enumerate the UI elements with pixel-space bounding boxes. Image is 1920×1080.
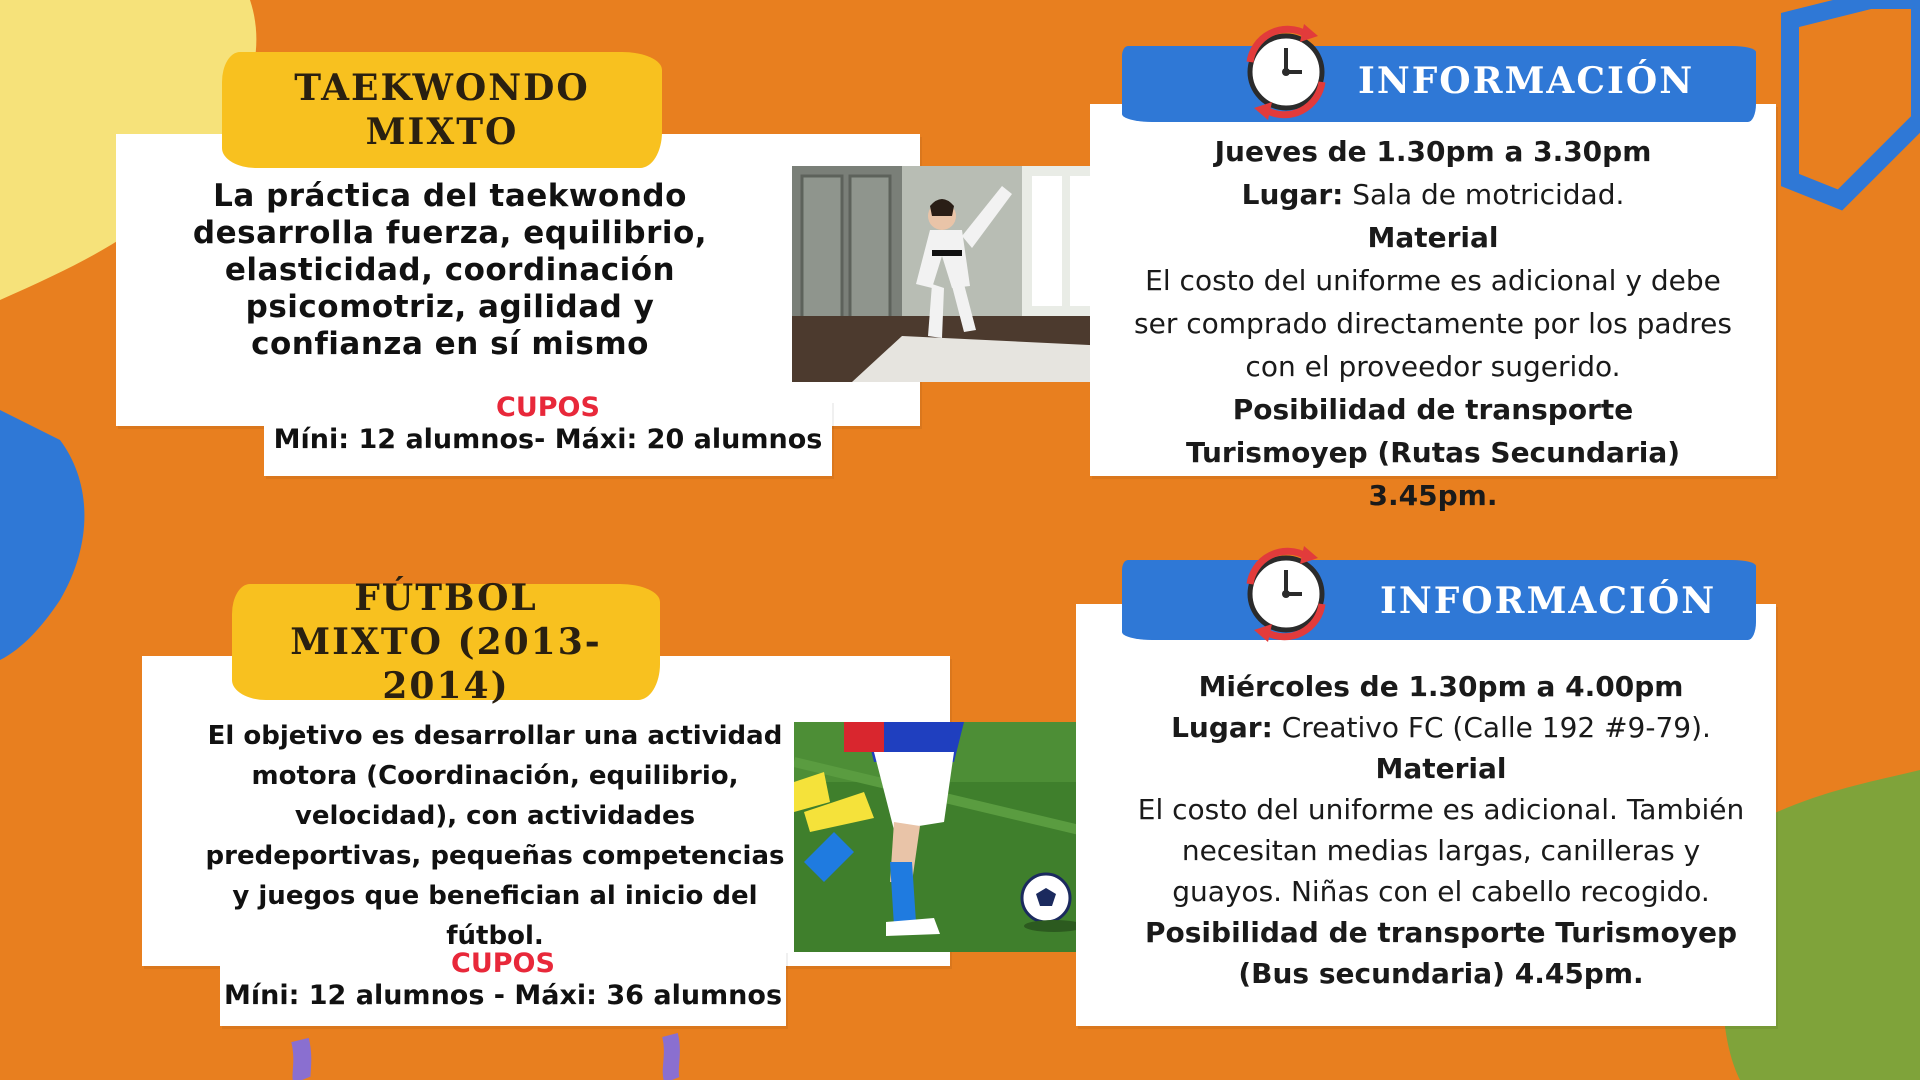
taekwondo-description: La práctica del taekwondo desarrolla fuerza, equilibrio, elasticidad, coordinación psicomotriz, agilidad y confianza en sí mismo: [192, 178, 708, 362]
futbol-transport: Posibilidad de transporte Turismoyep (Bus secundaria) 4.45pm.: [1145, 916, 1737, 990]
futbol-cupos-label: CUPOS: [451, 948, 555, 979]
futbol-cupos-value: Míni: 12 alumnos - Máxi: 36 alumnos: [223, 980, 783, 1011]
taekwondo-cupos-value: Míni: 12 alumnos- Máxi: 20 alumnos: [273, 424, 823, 455]
futbol-description: El objetivo es desarrollar una actividad motora (Coordinación, equilibrio, velocidad), con actividades predeportivas, pequeñas competencias y juegos que benefician al inicio del fútbol.: [205, 721, 785, 951]
futbol-title-banner: [232, 577, 660, 707]
taekwondo-schedule: Jueves de 1.30pm a 3.30pm: [1214, 135, 1652, 168]
taekwondo-transport: Posibilidad de transporte Turismoyep (Rutas Secundaria) 3.45pm.: [1185, 393, 1681, 512]
taekwondo-place: [1110, 173, 1756, 216]
futbol-place-label: Lugar:: [1171, 711, 1273, 744]
futbol-material-text: El costo del uniforme es adicional. También necesitan medias largas, canilleras y guayos. Niñas con el cabello recogido.: [1137, 793, 1745, 908]
taekwondo-cupos-label: CUPOS: [496, 392, 600, 423]
futbol-info-body: [1120, 666, 1762, 994]
clock-icon: [1236, 22, 1336, 122]
futbol-place-value: Creativo FC (Calle 192 #9-79).: [1281, 711, 1711, 744]
taekwondo-title-banner: [222, 52, 662, 168]
taekwondo-place-value: Sala de motricidad.: [1352, 178, 1625, 211]
futbol-material-label: Material: [1375, 752, 1507, 785]
futbol-title: FÚTBOL MIXTO (2013-2014): [290, 577, 602, 707]
taekwondo-title: TAEKWONDO MIXTO: [294, 67, 590, 153]
taekwondo-info-title: INFORMACIÓN: [1358, 60, 1695, 102]
taekwondo-info-body: [1110, 130, 1756, 517]
taekwondo-place-label: Lugar:: [1241, 178, 1344, 211]
taekwondo-material-text: El costo del uniforme es adicional y debe ser comprado directamente por los padres con el proveedor sugerido.: [1134, 264, 1732, 383]
futbol-schedule: Miércoles de 1.30pm a 4.00pm: [1198, 670, 1684, 703]
taekwondo-photo: [792, 166, 1110, 382]
futbol-info-title: INFORMACIÓN: [1380, 580, 1717, 622]
clock-icon: [1236, 544, 1336, 644]
futbol-place: [1120, 707, 1762, 748]
taekwondo-material-label: Material: [1367, 221, 1499, 254]
